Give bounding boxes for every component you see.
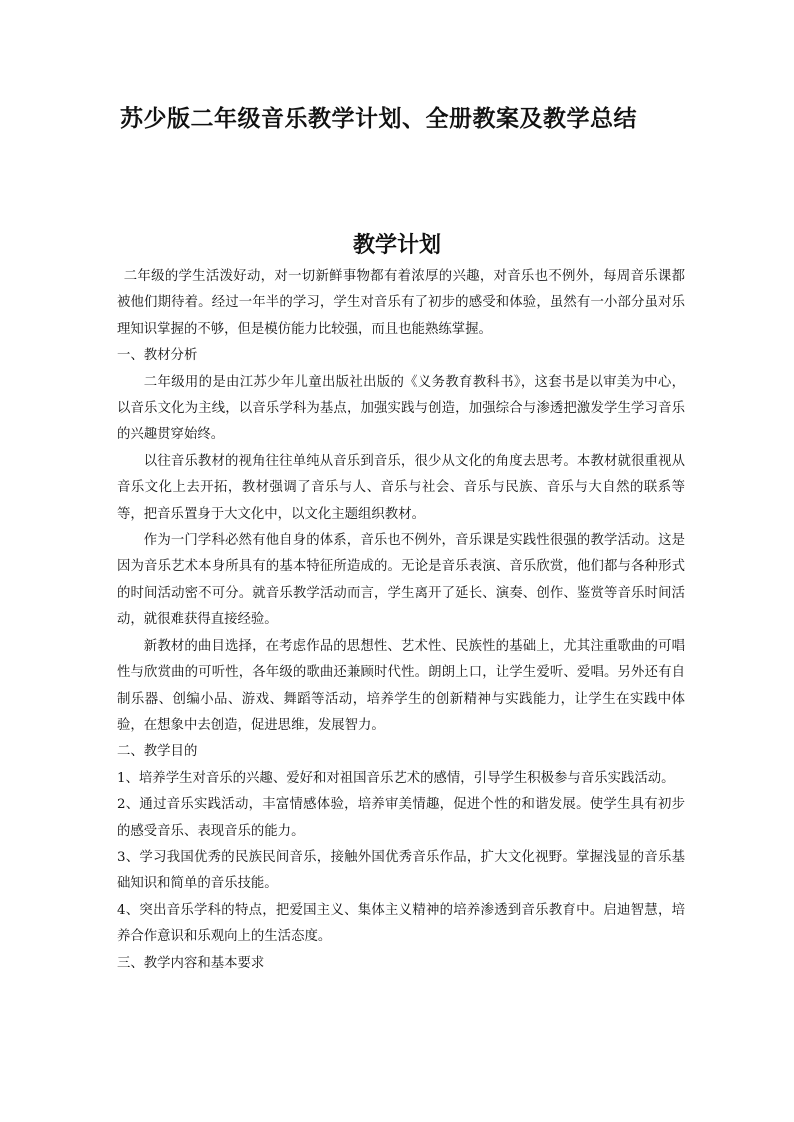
goal-item-4: 4、突出音乐学科的特点，把爱国主义、集体主义精神的培养渗透到音乐教育中。启迪智慧，培养合作意识和乐观向上的生活态度。 [117,902,685,945]
goal-item-1: 1、培养学生对音乐的兴趣、爱好和对祖国音乐艺术的感情，引导学生积极参与音乐实践活动。 [117,770,675,786]
analysis-paragraph-1: 二年级用的是由江苏少年儿童出版社出版的《义务教育教科书》，这套书是以审美为中心，以音乐文化为主线，以音乐学科为基点，加强实践与创造，加强综合与渗透把激发学生学习音乐的兴趣贯穿始终。 [117,374,685,443]
section-title: 教学计划 [352,232,441,258]
analysis-paragraph-2: 以往音乐教材的视角往往单纯从音乐到音乐，很少从文化的角度去思考。本教材就很重视从音乐文化上去开拓，教材强调了音乐与人、音乐与社会、音乐与民族、音乐与大自然的联系等等，把音乐置身于大文化中，以文化主题组织教材。 [117,453,685,522]
heading-content-requirements: 三、教学内容和基本要求 [117,955,265,971]
document-body [117,264,685,977]
goal-item-3: 3、学习我国优秀的民族民间音乐，接触外国优秀音乐作品，扩大文化视野。掌握浅显的音乐基础知识和简单的音乐技能。 [117,849,685,892]
heading-textbook-analysis: 一、教材分析 [117,348,198,364]
goal-item-2: 2、通过音乐实践活动，丰富情感体验，培养审美情趣，促进个性的和谐发展。使学生具有初步的感受音乐、表现音乐的能力。 [117,797,685,839]
analysis-paragraph-4: 新教材的曲目选择，在考虑作品的思想性、艺术性、民族性的基础上，尤其注重歌曲的可唱性与欣赏曲的可听性，各年级的歌曲还兼顾时代性。朗朗上口，让学生爱听、爱唱。另外还有自制乐器、创编小品、游戏、舞蹈等活动，培养学生的创新精神与实践能力，让学生在实践中体验，在想象中去创造，促进思维，发展智力。 [117,638,685,733]
analysis-paragraph-3: 作为一门学科必然有他自身的体系，音乐也不例外，音乐课是实践性很强的教学活动。这是因为音乐艺术本身所具有的基本特征所造成的。无论是音乐表演、音乐欣赏，他们都与各种形式的时间活动密不可分。就音乐教学活动而言，学生离开了延长、演奏、创作、鉴赏等音乐时间活动，就很难获得直接经验。 [117,533,685,628]
heading-teaching-goals: 二、教学目的 [117,744,198,760]
document-title: 苏少版二年级音乐教学计划、全册教案及教学总结 [120,105,637,132]
intro-paragraph: 二年级的学生活泼好动，对一切新鲜事物都有着浓厚的兴趣，对音乐也不例外，每周音乐课都被他们期待着。经过一年半的学习，学生对音乐有了初步的感受和体验，虽然有一小部分虽对乐理知识掌握的不够，但是模仿能力比较强，而且也能熟练掌握。 [117,269,685,337]
